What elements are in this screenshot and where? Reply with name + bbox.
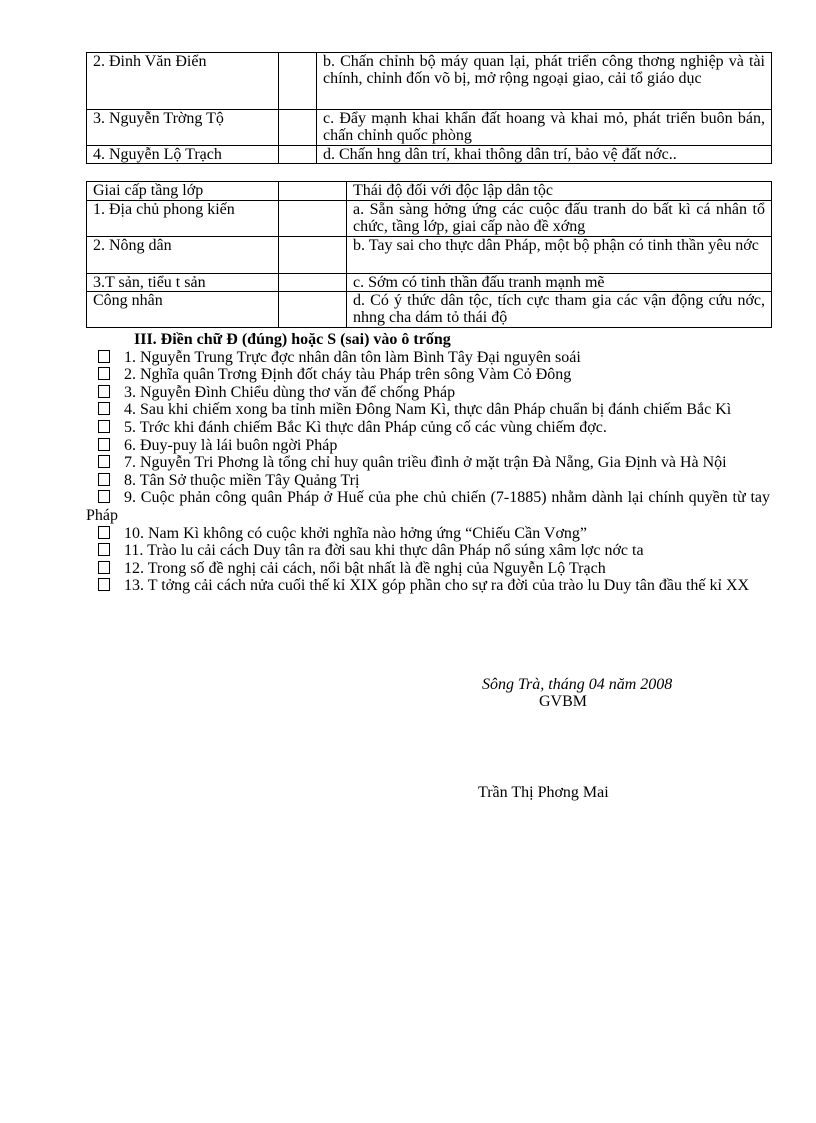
answer-checkbox[interactable] bbox=[98, 420, 110, 433]
list-item bbox=[86, 349, 770, 367]
matching-table-classes bbox=[86, 181, 772, 328]
item-text: 5. Trớc khi đánh chiếm Bắc Kì thực dân Pháp củng cố các vùng chiếm đợc. bbox=[124, 418, 607, 436]
item-text: 8. Tân Sở thuộc miền Tây Quảng Trị bbox=[124, 471, 360, 489]
item-text: 13. T tởng cải cách nửa cuối thế kỉ XIX góp phần cho sự ra đời của trào lu Duy tân đầu thế kỉ XX bbox=[124, 577, 750, 595]
list-item bbox=[86, 489, 770, 524]
list-item bbox=[86, 560, 770, 578]
answer-blank-cell bbox=[279, 292, 347, 328]
table-row bbox=[87, 110, 772, 146]
answer-checkbox[interactable] bbox=[98, 455, 110, 468]
table-header-row bbox=[87, 182, 772, 201]
list-item bbox=[86, 366, 770, 384]
answer-blank-cell bbox=[279, 110, 317, 146]
answer-checkbox[interactable] bbox=[98, 526, 110, 539]
table-cell-answer: c. Đẩy mạnh khai khẩn đất hoang và khai mỏ, phát triển buôn bán, chấn chỉnh quốc phòng bbox=[317, 110, 772, 146]
table-cell-answer: c. Sớm có tinh thần đấu tranh mạnh mẽ bbox=[347, 274, 772, 292]
item-text: 11. Trào lu cải cách Duy tân ra đời sau khi thực dân Pháp nổ súng xâm lợc nớc ta bbox=[124, 542, 644, 560]
answer-checkbox[interactable] bbox=[98, 367, 110, 380]
item-text: 6. Đuy-puy là lái buôn ngời Pháp bbox=[124, 436, 338, 454]
table-header-right: Thái độ đối với độc lập dân tộc bbox=[347, 182, 772, 201]
table-row bbox=[87, 274, 772, 292]
item-text: 12. Trong số đề nghị cải cách, nổi bật nhất là đề nghị của Nguyễn Lộ Trạch bbox=[124, 559, 606, 577]
place-date: Sông Trà, tháng 04 năm 2008 bbox=[482, 676, 673, 693]
item-text: 9. Cuộc phản công quân Pháp ở Huế của phe chủ chiến (7-1885) nhằm dành lại chính quyền từ tay Pháp bbox=[86, 489, 770, 524]
list-item bbox=[86, 577, 770, 595]
item-text: 7. Nguyễn Tri Phơng là tổng chỉ huy quân triều đình ở mặt trận Đà Nẵng, Gia Định và Hà Nội bbox=[124, 454, 727, 472]
table-cell-answer: d. Chấn hng dân trí, khai thông dân trí, bảo vệ đất nớc.. bbox=[317, 146, 772, 164]
answer-blank-cell bbox=[279, 274, 347, 292]
table-cell-name: 4. Nguyễn Lộ Trạch bbox=[87, 146, 279, 164]
answer-blank-cell bbox=[279, 53, 317, 110]
true-false-section bbox=[86, 331, 770, 595]
table-cell-name: 2. Nông dân bbox=[87, 237, 279, 274]
answer-blank-cell bbox=[279, 237, 347, 274]
answer-checkbox[interactable] bbox=[98, 385, 110, 398]
list-item bbox=[86, 525, 770, 543]
answer-checkbox[interactable] bbox=[98, 350, 110, 363]
list-item bbox=[86, 384, 770, 402]
teacher-signature-name: Trần Thị Phơng Mai bbox=[478, 784, 609, 801]
list-item bbox=[86, 437, 770, 455]
item-text: 1. Nguyễn Trung Trực đợc nhân dân tôn làm Bình Tây Đại nguyên soái bbox=[124, 348, 581, 366]
item-text: 2. Nghĩa quân Trơng Định đốt cháy tàu Pháp trên sông Vàm Cỏ Đông bbox=[124, 366, 572, 384]
table-cell-answer: b. Chấn chỉnh bộ máy quan lại, phát triển công thơng nghiệp và tài chính, chỉnh đốn võ bị, mở rộng ngoại giao, cải tổ giáo dục bbox=[317, 53, 772, 110]
list-item bbox=[86, 401, 770, 419]
table-row bbox=[87, 292, 772, 328]
table-row bbox=[87, 201, 772, 237]
table-cell-name: Công nhân bbox=[87, 292, 279, 328]
list-item bbox=[86, 419, 770, 437]
table-row bbox=[87, 146, 772, 164]
table-cell-answer: b. Tay sai cho thực dân Pháp, một bộ phận có tinh thần yêu nớc bbox=[347, 237, 772, 274]
table-cell-answer: a. Sẵn sàng hởng ứng các cuộc đấu tranh do bất kì cá nhân tổ chức, tầng lớp, giai cấp nào đề xớng bbox=[347, 201, 772, 237]
table-cell-answer: d. Có ý thức dân tộc, tích cực tham gia các vận động cứu nớc, nhng cha dám tỏ thái độ bbox=[347, 292, 772, 328]
answer-checkbox[interactable] bbox=[98, 578, 110, 591]
answer-checkbox[interactable] bbox=[98, 543, 110, 556]
item-text: 10. Nam Kì không có cuộc khởi nghĩa nào hởng ứng “Chiếu Cần Vơng” bbox=[124, 524, 588, 542]
matching-table-reformers bbox=[86, 52, 772, 164]
answer-blank-cell bbox=[279, 201, 347, 237]
answer-blank-cell bbox=[279, 146, 317, 164]
table-row bbox=[87, 237, 772, 274]
answer-blank-cell bbox=[279, 182, 347, 201]
item-text: 4. Sau khi chiếm xong ba tỉnh miền Đông Nam Kì, thực dân Pháp chuẩn bị đánh chiếm Bắc Kì bbox=[124, 401, 732, 419]
table-cell-name: 3. Nguyễn Trờng Tộ bbox=[87, 110, 279, 146]
list-item bbox=[86, 542, 770, 560]
table-cell-name: 3.T sản, tiểu t sản bbox=[87, 274, 279, 292]
section-title: III. Điền chữ Đ (đúng) hoặc S (sai) vào ô trống bbox=[134, 331, 451, 348]
answer-checkbox[interactable] bbox=[98, 402, 110, 415]
answer-checkbox[interactable] bbox=[98, 561, 110, 574]
table-cell-name: 1. Địa chủ phong kiến bbox=[87, 201, 279, 237]
table-row bbox=[87, 53, 772, 110]
table-header-left: Giai cấp tầng lớp bbox=[87, 182, 279, 201]
list-item bbox=[86, 472, 770, 490]
list-item bbox=[86, 454, 770, 472]
teacher-role: GVBM bbox=[539, 693, 588, 710]
answer-checkbox[interactable] bbox=[98, 473, 110, 486]
item-text: 3. Nguyễn Đình Chiểu dùng thơ văn để chống Pháp bbox=[124, 383, 456, 401]
answer-checkbox[interactable] bbox=[98, 438, 110, 451]
answer-checkbox[interactable] bbox=[98, 490, 110, 503]
table-cell-name: 2. Đinh Văn Điển bbox=[87, 53, 279, 110]
